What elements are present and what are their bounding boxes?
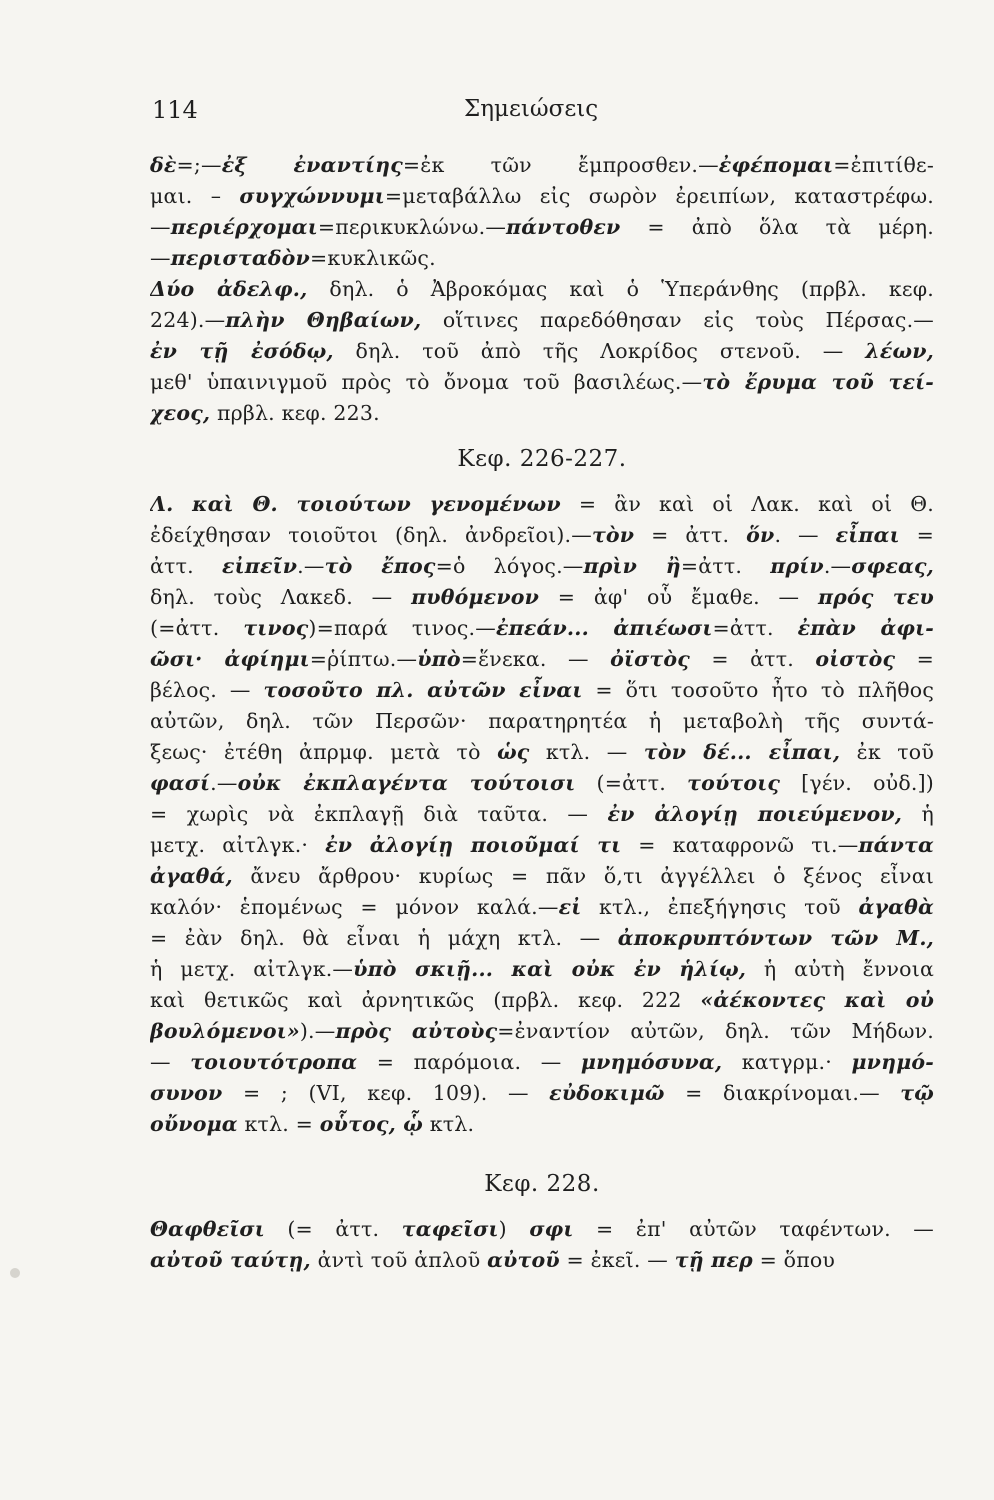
text-line: ἡ μετχ. αἰτλγκ.—ὑπὸ σκιῇ... καὶ οὐκ ἐν ἡλίῳ, ἡ αὐτὴ ἔννοια <box>150 957 934 981</box>
text-line: βέλος. — τοσοῦτο πλ. αὐτῶν εἶναι = ὅτι τοσοῦτο ἦτο τὸ πλῆθος <box>150 678 934 702</box>
text-line: καλόν· ἑπομένως = μόνον καλά.—εἰ κτλ., ἐπεξήγησις τοῦ ἀγαθὰ <box>150 895 934 919</box>
text-line: 224).—πλὴν Θηβαίων, οἵτινες παρεδόθησαν εἰς τοὺς Πέρσας.— <box>150 308 934 332</box>
page-header <box>0 96 994 136</box>
text-line: φασί.—οὐκ ἐκπλαγέντα τούτοισι (=ἀττ. τούτοις [γέν. οὐδ.]) <box>150 771 934 795</box>
text-line: βουλόμενοι»).—πρὸς αὐτοὺς=ἐναντίον αὐτῶν, δηλ. τῶν Μήδων. <box>150 1019 934 1043</box>
text-line: Θαφθεῖσι (= ἀττ. ταφεῖσι) σφι = ἐπ' αὐτῶν ταφέντων. — <box>150 1217 934 1241</box>
text-line: ἀγαθά, ἄνευ ἄρθρου· κυρίως = πᾶν ὅ,τι ἀγγέλλει ὁ ξένος εἶναι <box>150 864 934 888</box>
text-line: —περισταδὸν=κυκλικῶς. <box>150 246 436 270</box>
text-line: ἀττ. εἰπεῖν.—τὸ ἔπος=ὁ λόγος.—πρὶν ἢ=ἀττ. πρίν.—σφεας, <box>150 554 934 578</box>
text-line: = ἐὰν δηλ. θὰ εἶναι ἡ μάχη κτλ. — ἀποκρυπτόντων τῶν Μ., <box>150 926 934 950</box>
text-line: μαι. – συγχώννυμι=μεταβάλλω εἰς σωρὸν ἐρειπίων, καταστρέφω. <box>150 184 934 208</box>
text-line: ἐν τῇ ἐσόδῳ, δηλ. τοῦ ἀπὸ τῆς Λοκρίδος στενοῦ. — λέων, <box>150 339 934 363</box>
text-line: δὲ=;—ἐξ ἐναντίης=ἐκ τῶν ἔμπροσθεν.—ἐφέπομαι=ἐπιτίθε- <box>150 153 934 177</box>
text-line: Δύο ἀδελφ., δηλ. ὁ Ἀβροκόμας καὶ ὁ Ὑπεράνθης (πρβλ. κεφ. <box>150 277 934 301</box>
text-line: καὶ θετικῶς καὶ ἀρνητικῶς (πρβλ. κεφ. 222 «ἀέκοντες καὶ οὐ <box>150 988 934 1012</box>
text-line: αὐτῶν, δηλ. τῶν Περσῶν· παρατηρητέα ἡ μεταβολὴ τῆς συντά- <box>150 709 934 733</box>
text-line: αὐτοῦ ταύτῃ, ἀντὶ τοῦ ἁπλοῦ αὐτοῦ = ἐκεῖ. — τῇ περ = ὅπου <box>150 1248 836 1272</box>
page-body <box>150 150 934 1276</box>
paper-spot <box>10 1268 20 1278</box>
text-line: ῶσι· ἀφίημι=ῥίπτω.—ὑπὸ=ἕνεκα. — ὀϊστὸς = ἀττ. οἰστὸς = <box>150 647 934 671</box>
text-line: Λ. καὶ Θ. τοιούτων γενομένων = ἂν καὶ οἱ Λακ. καὶ οἱ Θ. <box>150 492 934 516</box>
text-line: συνον = ; (VI, κεφ. 109). — εὐδοκιμῶ = διακρίνομαι.— τῷ <box>150 1081 934 1105</box>
text-line: χεος, πρβλ. κεφ. 223. <box>150 401 380 425</box>
text-line: (=ἀττ. τινος)=παρά τινος.—ἐπεάν... ἀπιέωσι=ἀττ. ἐπὰν ἀφι- <box>150 616 934 640</box>
text-line: δηλ. τοὺς Λακεδ. — πυθόμενον = ἀφ' οὗ ἔμαθε. — πρός τευ <box>150 585 934 609</box>
text-line: ἐδείχθησαν τοιοῦτοι (δηλ. ἀνδρεῖοι).—τὸν = ἀττ. ὅν. — εἶπαι = <box>150 523 934 547</box>
text-line: μετχ. αἰτλγκ.· ἐν ἀλογίῃ ποιοῦμαί τι = καταφρονῶ τι.—πάντα <box>150 833 934 857</box>
text-line: — τοιουτότροπα = παρόμοια. — μνημόσυνα, κατγρμ.· μνημό- <box>150 1050 934 1074</box>
notes-block-chapter-228 <box>150 1214 934 1276</box>
notes-block-chapter-226-227 <box>150 489 934 1140</box>
text-line: = χωρὶς νὰ ἐκπλαγῇ διὰ ταῦτα. — ἐν ἀλογίῃ ποιεύμενον, ἡ <box>150 802 934 826</box>
notes-block-chapter-225 <box>150 150 934 429</box>
chapter-heading-228: Κεφ. 228. <box>484 1171 600 1197</box>
page-number: 114 <box>152 96 198 124</box>
text-line: —περιέρχομαι=περικυκλώνω.—πάντοθεν = ἀπὸ ὅλα τὰ μέρη. <box>150 215 934 239</box>
text-line: ξεως· ἐτέθη ἀπρμφ. μετὰ τὸ ὡς κτλ. — τὸν δέ... εἶπαι, ἐκ τοῦ <box>150 740 934 764</box>
chapter-heading-226-227: Κεφ. 226-227. <box>457 446 627 472</box>
running-title: Σημειώσεις <box>464 96 599 122</box>
text-line: οὔνομα κτλ. = οὗτος, ᾧ κτλ. <box>150 1112 475 1136</box>
text-line: μεθ' ὑπαινιγμοῦ πρὸς τὸ ὄνομα τοῦ βασιλέως.—τὸ ἔρυμα τοῦ τεί- <box>150 370 934 394</box>
